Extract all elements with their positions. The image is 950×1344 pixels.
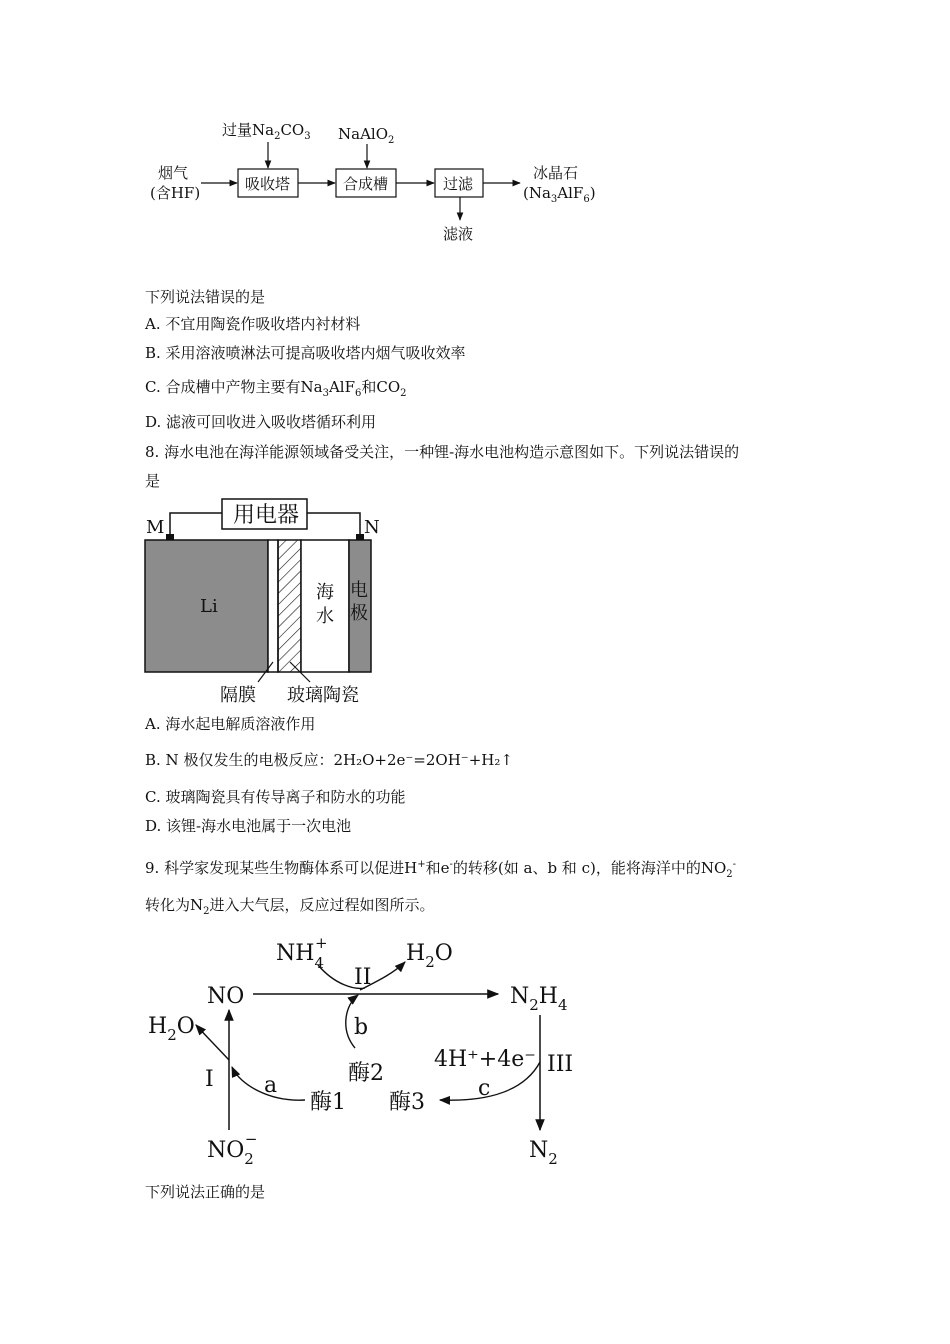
filtrate-label: 滤液 [443, 225, 474, 243]
q8-option-d[interactable]: D. 该锂-海水电池属于一次电池 [145, 817, 352, 835]
step-iii-label: III [547, 1052, 574, 1077]
box-absorber-label: 吸收塔 [245, 175, 291, 193]
reagent-na2co3-label: 过量$Na_2CO_3$ [222, 121, 311, 142]
q7-stem: 下列说法错误的是 [145, 288, 266, 306]
enzyme3-label: 酶3 [389, 1090, 425, 1115]
product-cryolite: 冰晶石 [533, 164, 579, 182]
enzyme2-label: 酶2 [348, 1061, 384, 1086]
device-label: 用电器 [233, 503, 300, 528]
membrane-label: 隔膜 [220, 685, 256, 706]
no-label: NO [207, 984, 245, 1009]
n2-bottom-label: $N_2$ [529, 1138, 558, 1168]
no2-bottom-label: $NO_2-$ [207, 1130, 258, 1168]
q9-stem-line1: 9. 科学家发现某些生物酶体系可以促进H+和e-的转移(如 a、b 和 c)，能将海洋中的$NO_2^-$ [145, 859, 737, 880]
a-label: a [264, 1073, 278, 1098]
step-ii-label: II [354, 965, 372, 990]
seawater-label-2: 水 [316, 606, 334, 627]
b-label: b [354, 1015, 369, 1040]
q8-option-c[interactable]: C. 玻璃陶瓷具有传导离子和防水的功能 [145, 788, 406, 806]
h2o-top-label: $H_2O$ [406, 941, 453, 971]
curve-h2o-left-out [196, 1025, 229, 1060]
q9-question: 下列说法正确的是 [145, 1183, 266, 1201]
lithium-label: Li [200, 596, 218, 617]
terminal-m-label: M [146, 517, 165, 538]
box-filter-label: 过滤 [443, 175, 474, 193]
electrode-label-1: 电 [350, 580, 368, 601]
reagent-naalo2-label: NaAlO$_2$ [338, 125, 395, 146]
q7-option-d[interactable]: D. 滤液可回收进入吸收塔循环利用 [145, 413, 377, 431]
box-synthesis-label: 合成槽 [343, 175, 389, 193]
nh4-label: $NH_4+$ [276, 934, 328, 972]
c-label: c [478, 1076, 491, 1101]
step-i-label: I [205, 1067, 214, 1092]
q7-option-a[interactable]: A. 不宜用陶瓷作吸收塔内衬材料 [145, 315, 361, 333]
source-flue-gas: 烟气 [158, 164, 189, 182]
proton-electron-label: 4H⁺+4e⁻ [434, 1047, 536, 1072]
seawater-label-1: 海 [316, 582, 334, 603]
product-formula: $(Na_3AlF_6)$ [523, 184, 596, 205]
q7-option-c[interactable]: C. 合成槽中产物主要有$Na_3AlF_6$和$CO_2$ [145, 378, 407, 399]
terminal-n-label: N [364, 517, 380, 538]
q8-option-a[interactable]: A. 海水起电解质溶液作用 [145, 715, 316, 733]
ceramic-label: 玻璃陶瓷 [287, 685, 359, 706]
source-hf: (含HF) [150, 184, 201, 202]
enzyme1-label: 酶1 [310, 1090, 346, 1115]
q7-option-b[interactable]: B. 采用溶液喷淋法可提高吸收塔内烟气吸收效率 [145, 344, 466, 362]
q9-stem-line2: 转化为$N_2$进入大气层，反应过程如图所示。 [145, 896, 435, 917]
q8-stem-line1: 8. 海水电池在海洋能源领域备受关注，一种锂-海水电池构造示意图如下。下列说法错误的 [145, 443, 740, 461]
q8-option-b[interactable]: B. N 极仅发生的电极反应：2H₂O+2e⁻=2OH⁻+H₂↑ [145, 751, 513, 769]
electrode-label-2: 极 [350, 603, 368, 624]
n2h4-label: $N_2H_4$ [510, 984, 568, 1014]
q8-stem-line2: 是 [145, 472, 161, 490]
h2o-left-label: $H_2O$ [148, 1014, 195, 1044]
